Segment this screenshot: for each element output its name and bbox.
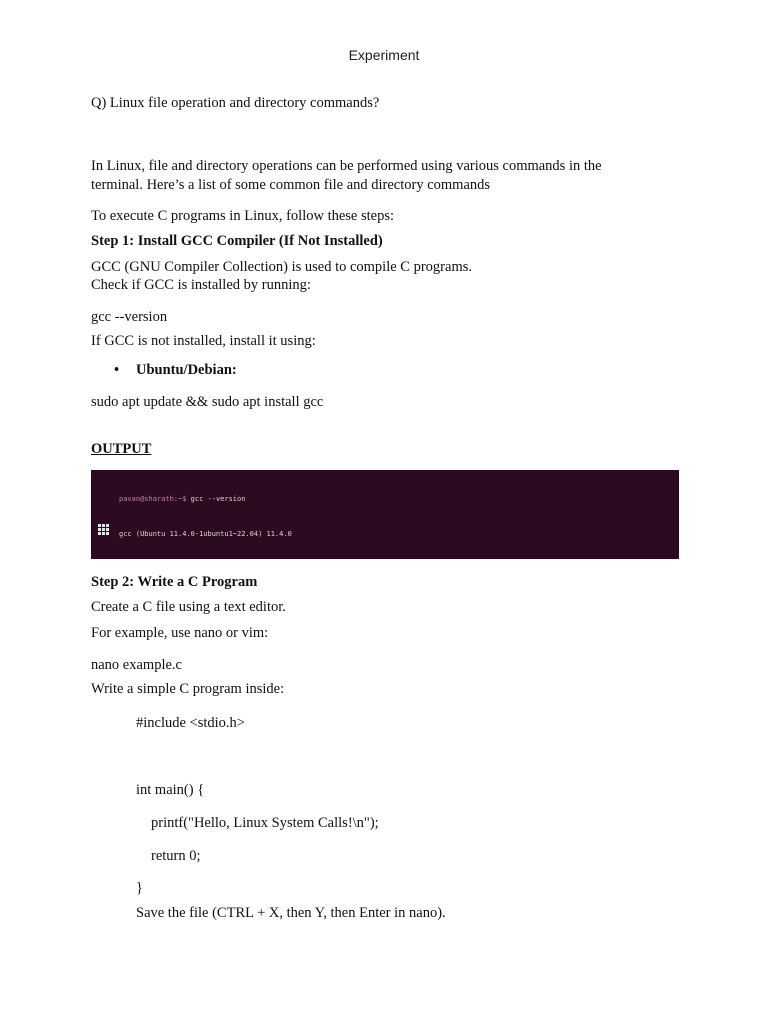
terminal-output: [119, 471, 435, 559]
steps-intro: To execute C programs in Linux, follow these steps:: [91, 208, 395, 224]
bullet-label: Ubuntu/Debian:: [136, 362, 237, 378]
code-printf: printf("Hello, Linux System Calls!\n");: [151, 815, 379, 831]
install-note: If GCC is not installed, install it using:: [91, 333, 316, 349]
step1-desc-2: Check if GCC is installed by running:: [91, 277, 311, 293]
step1-desc-1: GCC (GNU Compiler Collection) is used to compile C programs.: [91, 259, 472, 275]
terminal-command-line: [119, 494, 435, 506]
terminal-line: gcc (Ubuntu 11.4.0-1ubuntu1~22.04) 11.4.0: [119, 529, 292, 538]
terminal-prompt: pavan@sharath:~$: [119, 495, 187, 503]
bullet-item: [114, 361, 237, 380]
step2-desc-1: Create a C file using a text editor.: [91, 599, 286, 615]
code-main-open: int main() {: [136, 782, 205, 798]
step2-desc-2: For example, use nano or vim:: [91, 625, 269, 641]
bullet-icon: •: [114, 362, 120, 378]
gcc-version-command: gcc --version: [91, 309, 168, 325]
install-command: sudo apt update && sudo apt install gcc: [91, 394, 324, 410]
step2-heading: Step 2: Write a C Program: [91, 574, 258, 590]
code-include: #include <stdio.h>: [136, 715, 245, 731]
write-program-note: Write a simple C program inside:: [91, 681, 285, 697]
terminal-command: gcc --version: [186, 495, 246, 503]
code-return: return 0;: [151, 848, 201, 864]
step1-heading: Step 1: Install GCC Compiler (If Not Installed): [91, 233, 383, 249]
terminal-screenshot: [91, 470, 679, 559]
question: Q) Linux file operation and directory commands?: [91, 95, 380, 111]
nano-command: nano example.c: [91, 657, 182, 673]
app-grid-icon: [98, 524, 110, 536]
intro-line-2: terminal. Here’s a list of some common file and directory commands: [91, 177, 491, 193]
save-note: Save the file (CTRL + X, then Y, then Enter in nano).: [136, 905, 446, 921]
intro-line-1: In Linux, file and directory operations can be performed using various commands in the: [91, 158, 602, 174]
code-close-brace: }: [136, 880, 143, 896]
output-heading: OUTPUT: [91, 441, 152, 457]
page-header: Experiment: [348, 47, 420, 63]
